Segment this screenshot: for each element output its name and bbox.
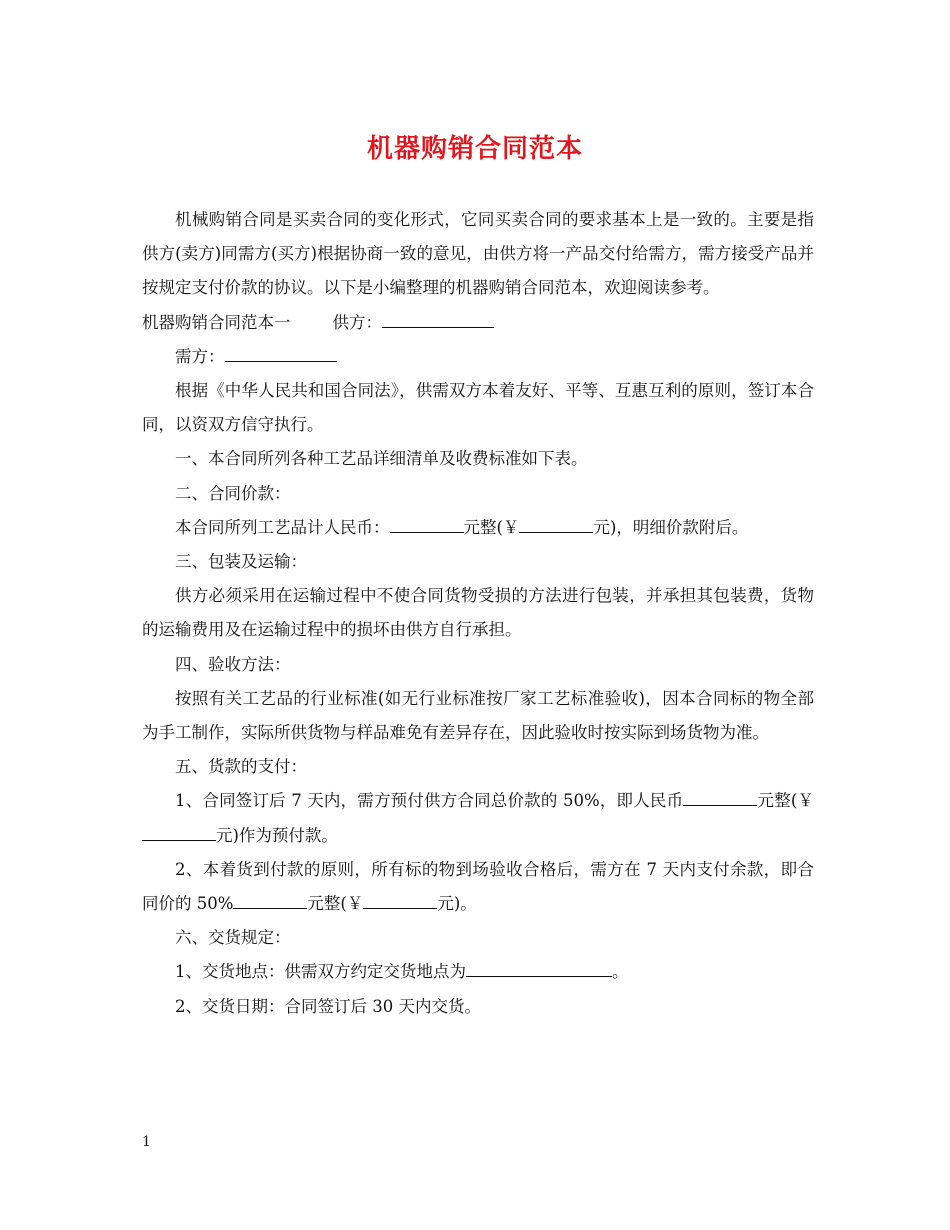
clause-5-item-1-b: 元整(￥ — [757, 791, 815, 811]
amount-blank — [390, 514, 464, 533]
clause-2-text-b: 元整(￥ — [463, 517, 520, 537]
clause-2-text — [142, 511, 814, 545]
prepayment-blank — [683, 787, 757, 806]
clause-6-item-1-a: 1、交货地点：供需双方约定交货地点为 — [175, 962, 466, 982]
clause-5-item-1 — [142, 784, 814, 852]
supplier-blank — [382, 309, 494, 328]
contract-heading-line — [142, 306, 814, 340]
preamble-paragraph: 根据《中华人民共和国合同法》，供需双方本着友好、平等、互惠互利的原则，签订本合同，以资双方信守执行。 — [142, 381, 814, 435]
clause-2-text-a: 本合同所列工艺品计人民币： — [175, 517, 390, 537]
clause-5-item-2 — [142, 853, 814, 921]
clause-5-item-2-c: 元)。 — [437, 894, 477, 914]
supplier-label: 供方： — [332, 312, 382, 332]
delivery-location-blank — [466, 958, 612, 977]
clause-6-item-1 — [142, 955, 814, 989]
buyer-blank — [225, 343, 337, 362]
clause-6-heading: 六、交货规定： — [175, 928, 291, 948]
document-body — [142, 203, 814, 1024]
clause-5-item-1-c: 元)作为预付款。 — [216, 825, 338, 845]
clause-5-item-1-a: 1、合同签订后 7 天内，需方预付供方合同总价款的 50%，即人民币 — [175, 791, 684, 811]
clause-4-text: 按照有关工艺品的行业标准(如无行业标准按厂家工艺标准验收)，因本合同标的物全部为手工制作，实际所供货物与样品难免有差异存在，因此验收时按实际到场货物为准。 — [142, 688, 814, 743]
intro-paragraph: 机械购销合同是买卖合同的变化形式，它同买卖合同的要求基本上是一致的。主要是指供方(卖方)同需方(买方)根据协商一致的意见，由供方将一产品交付给需方，需方接受产品并按规定支付价款的协议。以下是小编整理的机器购销合同范本，欢迎阅读参考。 — [142, 210, 814, 298]
clause-2-heading: 二、合同价款： — [175, 483, 291, 503]
clause-1: 一、本合同所列各种工艺品详细清单及收费标准如下表。 — [175, 449, 588, 469]
clause-4-heading: 四、验收方法： — [175, 654, 291, 674]
amount-number-blank — [519, 514, 593, 533]
clause-6-item-1-b: 。 — [612, 962, 629, 982]
page-number: 1 — [142, 1134, 151, 1150]
balance-number-blank — [363, 890, 437, 909]
balance-blank — [233, 890, 307, 909]
clause-6-item-2: 2、交货日期：合同签订后 30 天内交货。 — [175, 996, 481, 1016]
clause-5-item-2-a: 2、本着货到付款的原则，所有标的物到场验收合格后，需方在 7 天内支付余款，即合同价的 50% — [142, 859, 814, 914]
clause-3-heading: 三、包装及运输： — [175, 552, 307, 572]
buyer-label: 需方： — [175, 346, 225, 366]
clause-2-text-c: 元)，明细价款附后。 — [593, 517, 749, 537]
clause-5-item-2-b: 元整(￥ — [307, 894, 364, 914]
clause-3-text: 供方必须采用在运输过程中不使合同货物受损的方法进行包装，并承担其包装费，货物的运输费用及在运输过程中的损坏由供方自行承担。 — [142, 586, 814, 640]
clause-5-heading: 五、货款的支付： — [175, 757, 307, 777]
buyer-line — [142, 340, 814, 374]
document-title: 机器购销合同范本 — [366, 134, 583, 164]
prepayment-number-blank — [142, 822, 216, 841]
contract-heading: 机器购销合同范本一 — [142, 312, 291, 332]
